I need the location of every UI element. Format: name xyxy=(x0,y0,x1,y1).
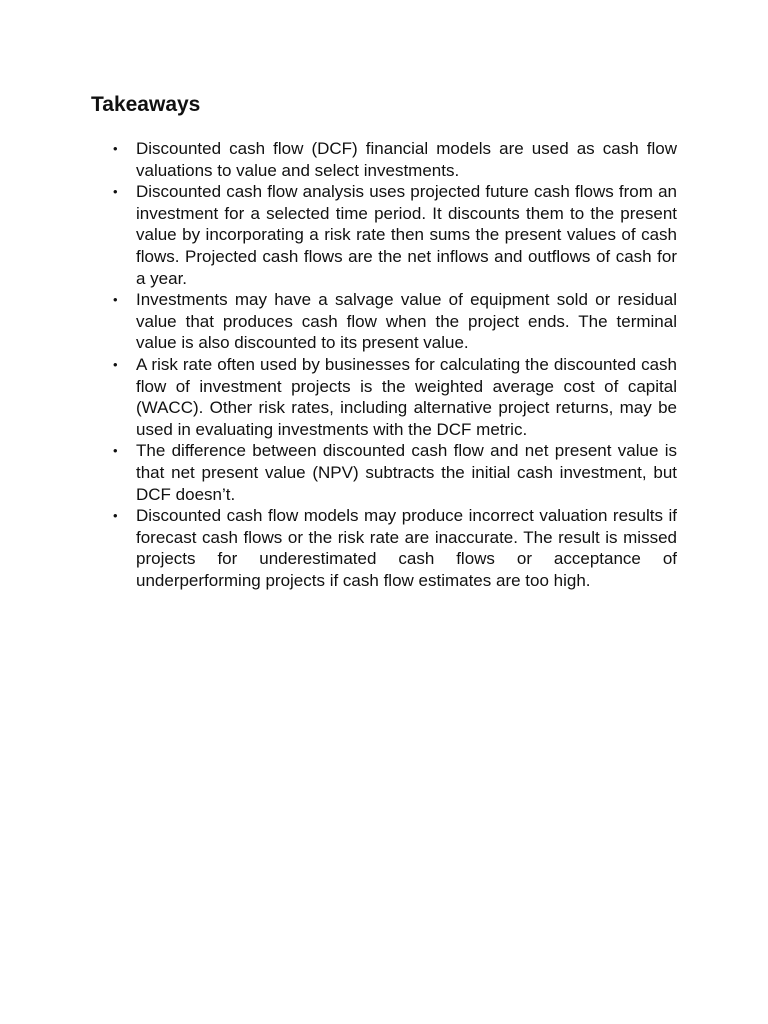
list-item-text: The difference between discounted cash flow and net present value is that net present value (NPV) subtracts the initial cash investment, but DCF doesn’t. xyxy=(136,441,677,504)
list-item-text: Discounted cash flow (DCF) financial models are used as cash flow valuations to value and select investments. xyxy=(136,139,677,180)
list-item-text: A risk rate often used by businesses for calculating the discounted cash flow of investment projects is the weighted average cost of capital (WACC). Other risk rates, including alternative project returns, may be used in evaluating investments with the DCF metric. xyxy=(136,354,677,439)
list-item-text: Discounted cash flow analysis uses projected future cash flows from an investment for a selected time period. It discounts them to the present value by incorporating a risk rate then sums the present values of cash flows. Projected cash flows are the net inflows and outflows of cash for a year. xyxy=(136,182,677,288)
list-item-text: Investments may have a salvage value of equipment sold or residual value that produces cash flow when the project ends. The terminal value is also discounted to its present value. xyxy=(136,290,677,353)
list-item xyxy=(113,138,677,181)
bullet-icon: • xyxy=(113,356,118,372)
list-item xyxy=(113,505,677,591)
list-item xyxy=(113,181,677,289)
bullet-icon: • xyxy=(113,184,118,200)
list-item xyxy=(113,354,677,440)
bullet-icon: • xyxy=(113,443,118,459)
list-item xyxy=(113,440,677,505)
bullet-icon: • xyxy=(113,292,118,308)
bullet-icon: • xyxy=(113,141,118,156)
takeaways-list xyxy=(113,138,677,591)
list-item xyxy=(113,289,677,354)
page-title: Takeaways xyxy=(91,93,201,116)
list-item-text: Discounted cash flow models may produce incorrect valuation results if forecast cash flows or the risk rate are inaccurate. The result is missed projects for underestimated cash flows or acceptance of underperforming projects if cash flow estimates are too high. xyxy=(136,506,677,590)
bullet-icon: • xyxy=(113,508,118,524)
